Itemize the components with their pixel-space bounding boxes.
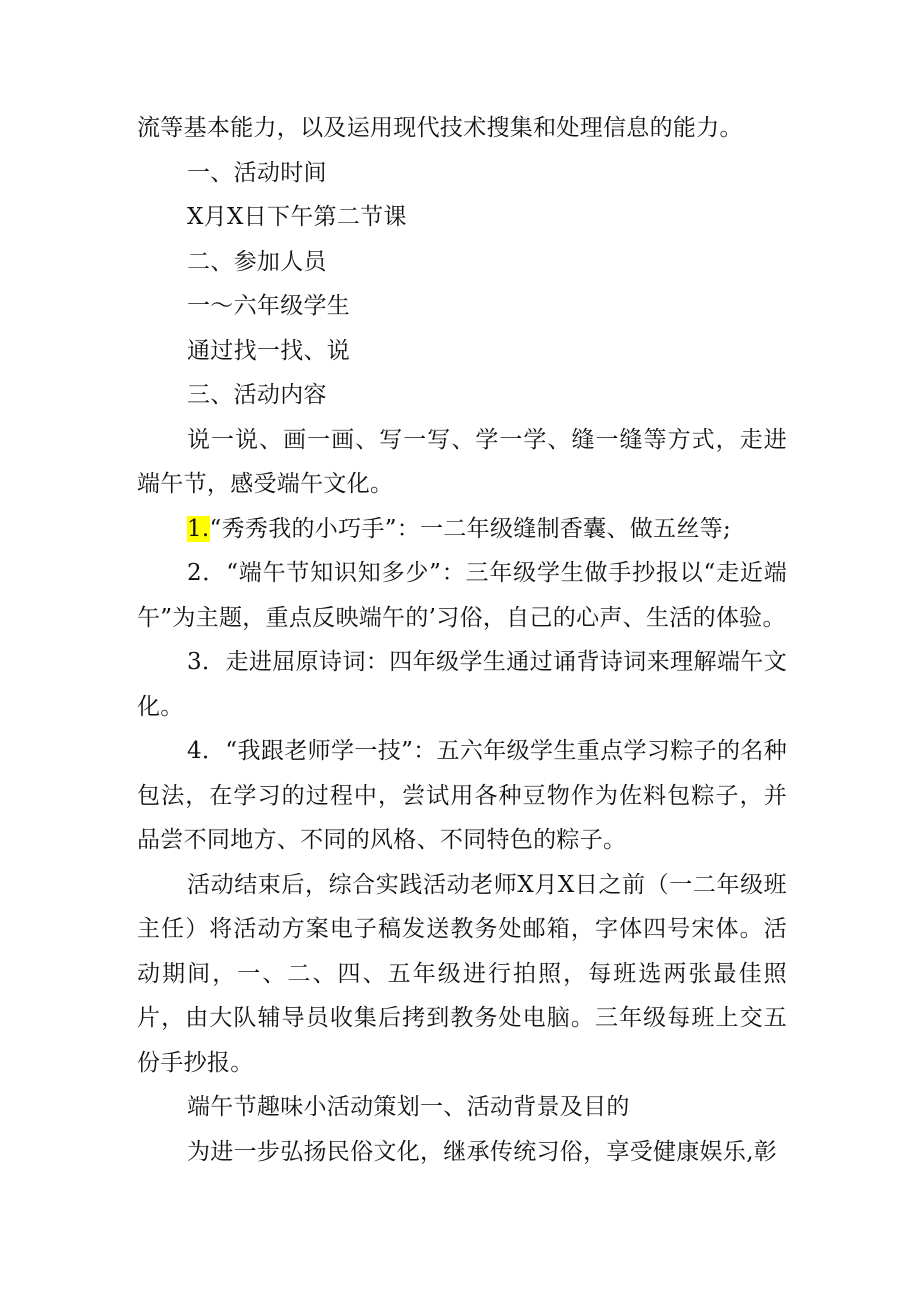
paragraph-continuation: 流等基本能力，以及运用现代技术搜集和处理信息的能力。 xyxy=(137,115,743,141)
list-item-3: 3．走进屈原诗词：四年级学生通过诵背诗词来理解端午文化。 xyxy=(137,649,787,720)
highlighted-list-marker: 1. xyxy=(187,515,210,542)
paragraph-fragment: 通过找一找、说 xyxy=(187,337,351,364)
list-item-1-text: “秀秀我的小巧手”：一二年级缝制香囊、做五丝等; xyxy=(209,515,732,542)
document-body xyxy=(137,106,787,1174)
list-item-4: 4．“我跟老师学一技”：五六年级学生重点学习粽子的名种包法，在学习的过程中，尝试用各种豆物作为佐料包粽子，并品尝不同地方、不同的风格、不同特色的粽子。 xyxy=(137,738,787,853)
paragraph-activity-time: X月X日下午第二节课 xyxy=(187,204,407,230)
list-item-2: 2．“端午节知识知多少”：三年级学生做手抄报以“走近端午”为主题，重点反映端午的’习俗，自己的心声、生活的体验。 xyxy=(137,560,787,631)
paragraph-after-activity: 活动结束后，综合实践活动老师X月X日之前（一二年级班主任）将活动方案电子稿发送教务处邮箱，字体四号宋体。活动期间，一、二、四、五年级进行拍照，每班选两张最佳照片，由大队辅导员收集后拷到教务处电脑。三年级每班上交五份手抄报。 xyxy=(137,871,787,1076)
paragraph-activity-methods: 说一说、画一画、写一写、学一学、缝一缝等方式，走进端午节，感受端午文化。 xyxy=(137,426,787,497)
list-item-1 xyxy=(137,507,787,552)
paragraph-participants: 一～六年级学生 xyxy=(187,293,351,319)
heading-plan-background: 端午节趣味小活动策划一、活动背景及目的 xyxy=(187,1094,630,1120)
heading-activity-time: 一、活动时间 xyxy=(187,159,327,186)
heading-activity-content: 三、活动内容 xyxy=(187,382,327,408)
paragraph-background: 为进一步弘扬民俗文化，继承传统习俗，享受健康娱乐,彰 xyxy=(187,1138,778,1165)
heading-participants: 二、参加人员 xyxy=(187,248,327,275)
